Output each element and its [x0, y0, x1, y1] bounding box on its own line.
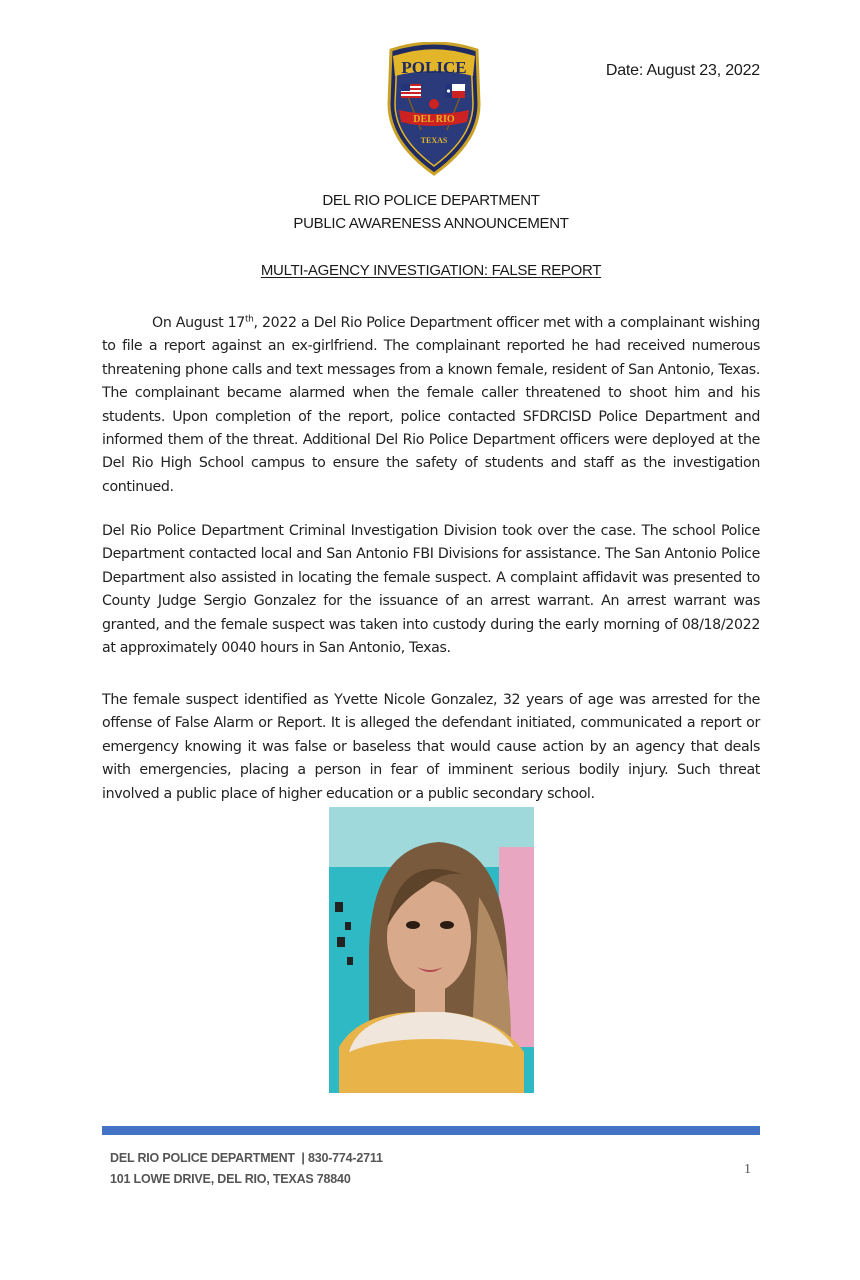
police-badge-logo: [383, 42, 485, 176]
badge-state-text: TEXAS: [420, 136, 448, 145]
footer-address: 101 LOWE DRIVE, DEL RIO, TEXAS 78840: [110, 1172, 351, 1186]
badge-police-text: POLICE: [401, 58, 467, 77]
subject-heading: MULTI-AGENCY INVESTIGATION: FALSE REPORT: [260, 262, 602, 279]
suspect-photo: [329, 807, 534, 1093]
announcement-date: Date: August 23, 2022: [605, 62, 760, 79]
paragraph-suspect: The female suspect identified as Yvette Nicole Gonzalez, 32 years of age was arrested for the offense of False Alarm or Report. It is alleged the defendant initiated, communicated a report or emergency knowing it was false or baseless that would cause action by an agency that deals with emergencies, placing a person in fear of imminent serious bodily injury. Such threat involved a public place of higher education or a public secondary school.: [102, 692, 760, 802]
announcement-heading: PUBLIC AWARENESS ANNOUNCEMENT: [293, 215, 569, 232]
paragraph-incident: On August 17th, 2022 a Del Rio Police Department officer met with a complainant wishing to file a report against an ex-girlfriend. The complainant reported he had received numerous threatening phone calls and text messages from a known female, resident of San Antonio, Texas. The complainant became alarmed when the female caller threatened to shoot him and his students. Upon completion of the report, police contacted SFDRCISD Police Department and informed them of the threat. Additional Del Rio Police Department officers were deployed at the Del Rio High School campus to ensure the safety of students and staff as the investigation continued.: [102, 314, 760, 495]
footer-contact: DEL RIO POLICE DEPARTMENT | 830-774-2711: [110, 1151, 383, 1165]
page-number: 1: [744, 1162, 751, 1177]
paragraph-investigation: Del Rio Police Department Criminal Investigation Division took over the case. The school Police Department contacted local and San Antonio FBI Divisions for assistance. The San Antonio Police Department also assisted in locating the female suspect. A complaint affidavit was presented to County Judge Sergio Gonzalez for the issuance of an arrest warrant. An arrest warrant was granted, and the female suspect was taken into custody during the early morning of 08/18/2022 at approximately 0040 hours in San Antonio, Texas.: [102, 523, 760, 657]
badge-city-text: DEL RIO: [413, 114, 455, 125]
department-heading: DEL RIO POLICE DEPARTMENT: [322, 192, 540, 209]
footer-rule: [102, 1126, 760, 1135]
